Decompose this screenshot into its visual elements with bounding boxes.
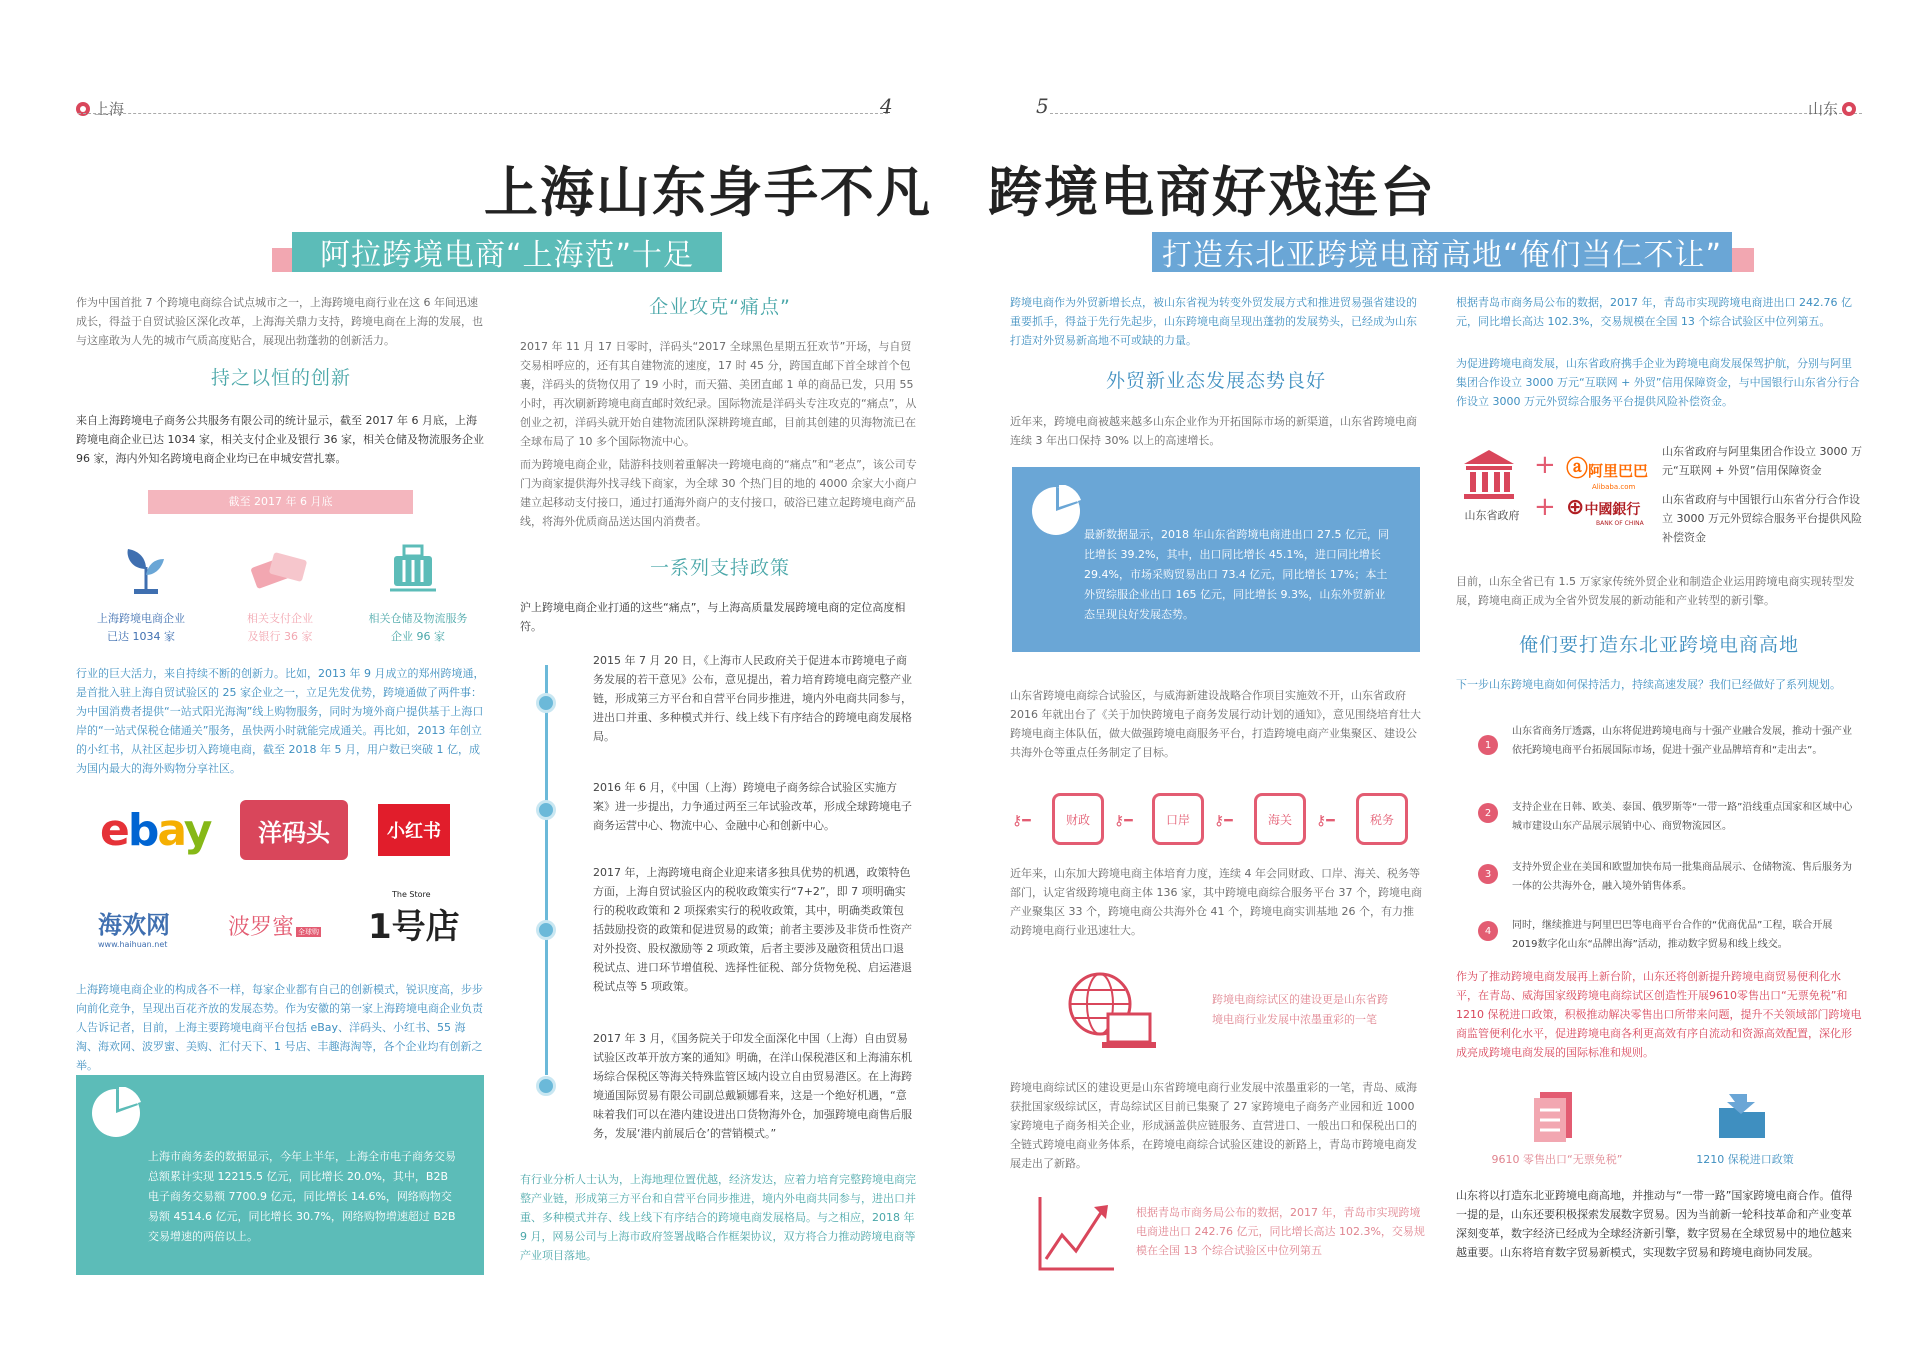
step-item: 山东省商务厅透露，山东将促进跨境电商与十强产业融合发展，推动十强产业依托跨境电商平台拓展国际市场，促进十强产业品牌培育和“走出去”。	[1512, 726, 1852, 756]
alibaba-logo: ⓐ阿里巴巴 Alibaba.com	[1566, 457, 1649, 491]
right-paragraph-5: 根据青岛市商务局公布的数据，2017 年，青岛市实现跨境电商进出口 242.76 亿元，同比增长高达 102.3%，交易规模在全国 13 个综合试验区中位列第五。	[1456, 296, 1852, 328]
step-item: 支持外贸企业在美国和欧盟加快布局一批集商品展示、仓储物流、售后服务为一体的公共海外仓，融入境外销售体系。	[1512, 862, 1852, 892]
band-accent	[272, 248, 292, 272]
right-lead: 下一步山东跨境电商如何保持活力，持续高速发展？我们已经做好了系列规划。	[1456, 678, 1841, 691]
right-paragraph-3: 近年来，山东加大跨境电商主体培育力度，连续 4 年会同财政、口岸、海关、税务等部门，认定省级跨境电商主体 136 家，其中跨境电商综合服务平台 37 个，跨境电商产业聚集区 33 个，跨境电商公共海外仓 41 个，跨境电商实训基地 26 个，有力推动跨境电商行业迅速壮大。	[1010, 867, 1422, 937]
step-number: 3	[1478, 864, 1498, 884]
stat-logistics: 相关仓储及物流服务 企业 96 家	[368, 612, 468, 643]
subheading-innovation: 持之以恒的创新	[210, 367, 351, 389]
process-box-port: 口岸	[1152, 793, 1204, 845]
key-icon: ⚷━	[1214, 813, 1233, 829]
right-data-box: 最新数据显示，2018 年山东省跨境电商进出口 27.5 亿元，同比增长 39.2%，其中，出口同比增长 45.1%，进口同比增长 29.4%，市场采购贸易出口 73.4 亿元，同比增长 17%；本土外贸综服企业出口 165 亿元，同比增长 9.3%，山东外贸新业态呈现良好发展态势。	[1012, 467, 1420, 652]
right-paragraph-6: 为促进跨境电商发展，山东省政府携手企业为跨境电商发展保驾护航，分别与阿里集团合作设立 3000 万元“互联网 + 外贸”信用保障资金，与中国银行山东省分行合作设立 3000 万元外贸综合服务平台提供风险补偿资金。	[1456, 357, 1860, 408]
header-left: 上海	[76, 98, 124, 119]
step-number: 2	[1478, 803, 1498, 823]
step-item: 同时，继续推进与阿里巴巴等电商平台合作的“优商优品”工程，联合开展2019数字化山东“品牌出海”活动，推动数字贸易和线上线交。	[1512, 920, 1833, 950]
pie-chart-icon	[90, 1087, 142, 1139]
zone-caption: 跨境电商综试区的建设更是山东省跨境电商行业发展中浓墨重彩的一笔	[1212, 993, 1388, 1026]
yangmatou-logo: 洋码头	[240, 800, 348, 860]
left-data-box: 上海市商务委的数据显示，今年上半年，上海全市电子商务交易总额累计实现 12215.5 亿元，同比增长 20.0%，其中，B2B 电子商务交易额 7700.9 亿元，同比增长 14.6%，网络购物交易额 4514.6 亿元，同比增长 30.7%，网络购物增速超过 B2B 交易增速的两倍以上。	[76, 1075, 484, 1275]
right-paragraph-4: 跨境电商综试区的建设更是山东省跨境电商行业发展中浓墨重彩的一笔，青岛、威海获批国家级综试区，青岛综试区目前已集聚了 27 家跨境电子商务产业园和近 1000 家跨境电子商务相关企业，形成涵盖供应链服务、直营进口、一般出口和保税出口的全链式跨境电商业务体系，在跨境电商综合试验区建设的新路上，青岛市跨境电商发展走出了新路。	[1010, 1081, 1417, 1170]
money-icon	[245, 548, 311, 594]
subheading-policy: 一系列支持政策	[649, 557, 790, 579]
date-tag: 截至 2017 年 6 月底	[148, 490, 413, 514]
stat-payment: 相关支付企业 及银行 36 家	[247, 612, 313, 643]
plus-icon: +	[1534, 450, 1556, 480]
timeline-line	[545, 665, 548, 1075]
step-number: 4	[1478, 921, 1498, 941]
plus-icon: +	[1534, 492, 1556, 522]
timeline-item: 2015 年 7 月 20 日，《上海市人民政府关于促进本市跨境电子商务发展的若干意见》公布，意见提出，着力培育跨境电商完整产业链，形成第三方平台和自营平台同步推进，境内外电商共同参与，进出口并重、多种模式并行、线上线下有序结合的跨境电商发展格局。	[593, 654, 912, 743]
partner-boc-text: 山东省政府与中国银行山东省分行合作设立 3000 万元外贸综合服务平台提供风险补偿资金	[1662, 493, 1862, 544]
pie-chart-icon	[1030, 485, 1082, 537]
gov-label: 山东省政府	[1464, 509, 1520, 522]
right-paragraph-1: 近年来，跨境电商被越来越多山东企业作为开拓国际市场的新渠道，山东省跨境电商连续 3 年出口保持 30% 以上的高速增长。	[1010, 415, 1417, 447]
ebay-logo: ebay	[100, 805, 211, 856]
plant-icon	[120, 545, 172, 595]
key-icon: ⚷━	[1114, 813, 1133, 829]
bank-of-china-logo: ⊕中國銀行 BANK OF CHINA	[1566, 495, 1644, 527]
key-icon: ⚷━	[1316, 813, 1335, 829]
timeline-item: 2016 年 6 月，《中国（上海）跨境电子商务综合试验区实施方案》进一步提出，力争通过两至三年试验改革，形成全球跨境电子商务运营中心、物流中心、金融中心和创新中心。	[593, 781, 912, 832]
right-intro: 跨境电商作为外贸新增长点，被山东省视为转变外贸发展方式和推进贸易强省建设的重要抓手，得益于先行先起步，山东跨境电商呈现出蓬勃的发展势头，已经成为山东打造对外贸易新高地不可或缺的力量。	[1010, 296, 1417, 347]
document-icon	[1532, 1088, 1578, 1144]
boluomi-logo: 波罗蜜 全球购	[228, 915, 320, 940]
timeline-dot	[536, 800, 556, 820]
1store-logo: The Store 1号店	[368, 890, 460, 947]
header-right: 山东	[1808, 98, 1856, 119]
main-title: 上海山东身手不凡 跨境电商好戏连台	[484, 161, 1436, 224]
stat-companies: 上海跨境电商企业 已达 1034 家	[97, 612, 185, 643]
left-paragraph-1: 来自上海跨境电子商务公共服务有限公司的统计显示，截至 2017 年 6 月底，上海跨境电商企业已达 1034 家，相关支付企业及银行 36 家，相关仓储及物流服务企业 96 家，海内外知名跨境电商企业均已在申城安营扎寨。	[76, 414, 484, 465]
step-item: 支持企业在日韩、欧美、泰国、俄罗斯等“一带一路”沿线重点国家和区域中心城市建设山东产品展示展销中心、商贸物流园区。	[1512, 802, 1853, 832]
right-paragraph-9: 山东将以打造东北亚跨境电商高地，并推动与“一带一路”国家跨境电商合作。值得一提的是，山东还要积极探索发展数字贸易。因为当前新一轮科技革命和产业变革深刻变革，数字经济已经成为全球经济新引擎，数字贸易在全球贸易中的地位越来越重要。山东将培育数字贸易新模式，实现数字贸易和跨境电商协同发展。	[1456, 1189, 1853, 1259]
globe-laptop-icon	[1060, 970, 1156, 1054]
government-building-icon	[1460, 448, 1518, 500]
step-number: 1	[1478, 735, 1498, 755]
right-band-title: 打造东北亚跨境电商高地“俺们当仁不让”	[1152, 232, 1732, 272]
left-paragraph-7: 有行业分析人士认为，上海地理位置优越，经济发达，应着力培育完整跨境电商完整产业链，形成第三方平台和自营平台同步推进，境内外电商共同参与，进出口并重、多种模式并存、线上线下有序结合的跨境电商发展格局。与之相应，2018 年 9 月，网易公司与上海市政府签署战略合作框架协议，双方将合力推动跨境电商等产业项目落地。	[520, 1173, 916, 1262]
haihuan-logo: 海欢网 www.haihuan.net	[98, 911, 170, 949]
right-paragraph-8: 作为了推动跨境电商发展再上新台阶，山东还将创新提升跨境电商贸易便利化水平，在青岛、威海国家级跨境电商综试区创造性开展9610零售出口“无票免税”和 1210 保税进口政策，积极推动解决零售出口所带来问题，提升不关领域部门跨境电商监管便利化水平，促进跨境电商各利更高效有序自流动和资源高效配置，深化形成亮成跨境电商发展的国际标准和规则。	[1456, 970, 1862, 1059]
folder-import-icon	[1715, 1088, 1771, 1142]
left-band-title: 阿拉跨境电商“上海范”十足	[292, 232, 722, 272]
left-intro: 作为中国首批 7 个跨境电商综合试点城市之一，上海跨境电商行业在这 6 年间迅速成长，得益于自贸试验区深化改革，上海海关鼎力支持，跨境电商在上海的发展，也与这座敢为人先的城市气质高度贴合，展现出勃蓬勃的创新活力。	[76, 296, 483, 347]
partner-alibaba-text: 山东省政府与阿里集团合作设立 3000 万元“互联网 + 外贸”信用保障资金	[1662, 445, 1862, 477]
header-rule-left	[78, 113, 888, 114]
right-paragraph-2: 山东省跨境电商综合试验区，与威海新建设战略合作项目实施效不开，山东省政府 2016 年就出台了《关于加快跨境电子商务发展行动计划的通知》，意见围绕培育壮大跨境电商主体队伍，做大做强跨境电商服务平台，打造跨境电商产业集聚区、建设公共海外仓等重点任务制定了目标。	[1010, 689, 1421, 759]
process-box-finance: 财政	[1052, 793, 1104, 845]
subheading-northeast-asia: 俺们要打造东北亚跨境电商高地	[1518, 634, 1799, 656]
growth-chart-icon	[1036, 1193, 1116, 1273]
location-dot-icon	[1842, 102, 1856, 116]
timeline-dot	[536, 1076, 556, 1096]
subheading-new-trade: 外贸新业态发展态势良好	[1105, 370, 1326, 392]
luggage-icon	[388, 542, 438, 594]
left-paragraph-3: 上海跨境电商企业的构成各不一样，每家企业都有自己的创新模式，锐识度高，步步向前化竞争，呈现出百花齐放的发展态势。作为安徽的第一家上海跨境电商企业负责人告诉记者，目前，上海主要跨境电商平台包括 eBay、洋码头、小红书、55 海淘、海欢网、波罗蜜、美购、汇付天下、1 号店、丰趣海淘等，各个企业均有创新之举。	[76, 983, 483, 1072]
icon1-label: 9610 零售出口“无票免税”	[1491, 1153, 1623, 1166]
band-accent	[1732, 248, 1754, 272]
chart-caption: 根据青岛市商务局公布的数据，2017 年，青岛市实现跨境电商进出口 242.76 亿元，同比增长高达 102.3%，交易规模在全国 13 个综合试验区中位列第五	[1136, 1206, 1425, 1257]
timeline-item: 2017 年，上海跨境电商企业迎来诸多独具优势的机遇，政策特色方面，上海自贸试验区内的税收政策实行“7+2”，即 7 项明确实行的税收政策和 2 项探索实行的税收政策，其中，明确类政策包括鼓励投资的政策和促进贸易的政策；前者主要涉及非货币性资产对外投资、股权激励等 2 项政策，后者主要涉及融资租赁出口退税试点、进口环节增值税、选择性征税、部分货物免税、启运港退税试点等 5 项政策。	[593, 866, 912, 993]
page-number-left: 4	[880, 94, 893, 118]
left-paragraph-5: 而为跨境电商企业，陆游科技则着重解决一跨境电商的“痛点”和“老点”，该公司专门为商家提供海外找寻线下商家，为全球 30 个热门目的地的 4000 余家大小商户建立起移动支付接口，通过打通海外商户的支付接口，破浴已建立起跨境电商产品线，将海外优质商品送达国内消费者。	[520, 458, 917, 528]
right-paragraph-7: 目前，山东全省已有 1.5 万家家传统外贸企业和制造企业运用跨境电商实现转型发展，跨境电商正成为全省外贸发展的新动能和产业转型的新引擎。	[1456, 575, 1855, 607]
left-paragraph-4: 2017 年 11 月 17 日零时，洋码头“2017 全球黑色星期五狂欢节”开场，与自贸交易相呼应的，还有其自建物流的速度，17 时 45 分，跨国直邮下首全球首个包裹，洋码头的货物仅用了 19 小时，而天猫、美团直邮 1 单的商品已发，只用 55 小时，再次刷新跨境电商直邮时效纪录。国际物流是洋码头专注攻克的“痛点”，从创业之初，洋码头就开始自建物流团队深耕跨境直邮，目前其创建的贝海物流已在全球布局了 10 多个国际物流中心。	[520, 340, 917, 448]
timeline-item: 2017 年 3 月，《国务院关于印发全面深化中国（上海）自由贸易试验区改革开放方案的通知》明确，在洋山保税港区和上海浦东机场综合保税区等海关特殊监管区域内设立自由贸易港区。在上海跨境通国际贸易有限公司副总戴颖娜看来，这是一个绝好机遇，“意味着我们可以在港内建设进出口货物海外仓，加强跨境电商售后服务，发展‘港内前展后仓’的营销模式。”	[593, 1032, 912, 1140]
header-rule-right	[1050, 113, 1862, 114]
page-number-right: 5	[1036, 94, 1049, 118]
left-paragraph-6: 沪上跨境电商企业打通的这些“痛点”，与上海高质量发展跨境电商的定位高度相符。	[520, 601, 906, 633]
process-box-customs: 海关	[1254, 793, 1306, 845]
subheading-painpoint: 企业攻克“痛点”	[649, 296, 791, 318]
left-paragraph-2: 行业的巨大活力，来自持续不断的创新力。比如，2013 年 9 月成立的郑州跨境通，是首批入驻上海自贸试验区的 25 家企业之一，立足先发优势，跨境通做了两件事：为中国消费者提供“一站式阳光海淘”线上购物服务，同时为境外商户提供基于上海口岸的“一站式保税仓储通关”服务，虽快两小时就能完成通关。再比如，2013 年创立的小红书，从社区起步切入跨境电商，截至 2018 年 5 月，用户数已突破 1 亿，成为国内最大的海外购物分享社区。	[76, 667, 485, 775]
xiaohongshu-logo: 小红书	[378, 804, 450, 856]
timeline-dot	[536, 920, 556, 940]
key-icon: ⚷━	[1012, 813, 1031, 829]
process-box-tax: 税务	[1356, 793, 1408, 845]
timeline-dot	[536, 693, 556, 713]
icon2-label: 1210 保税进口政策	[1696, 1153, 1794, 1166]
